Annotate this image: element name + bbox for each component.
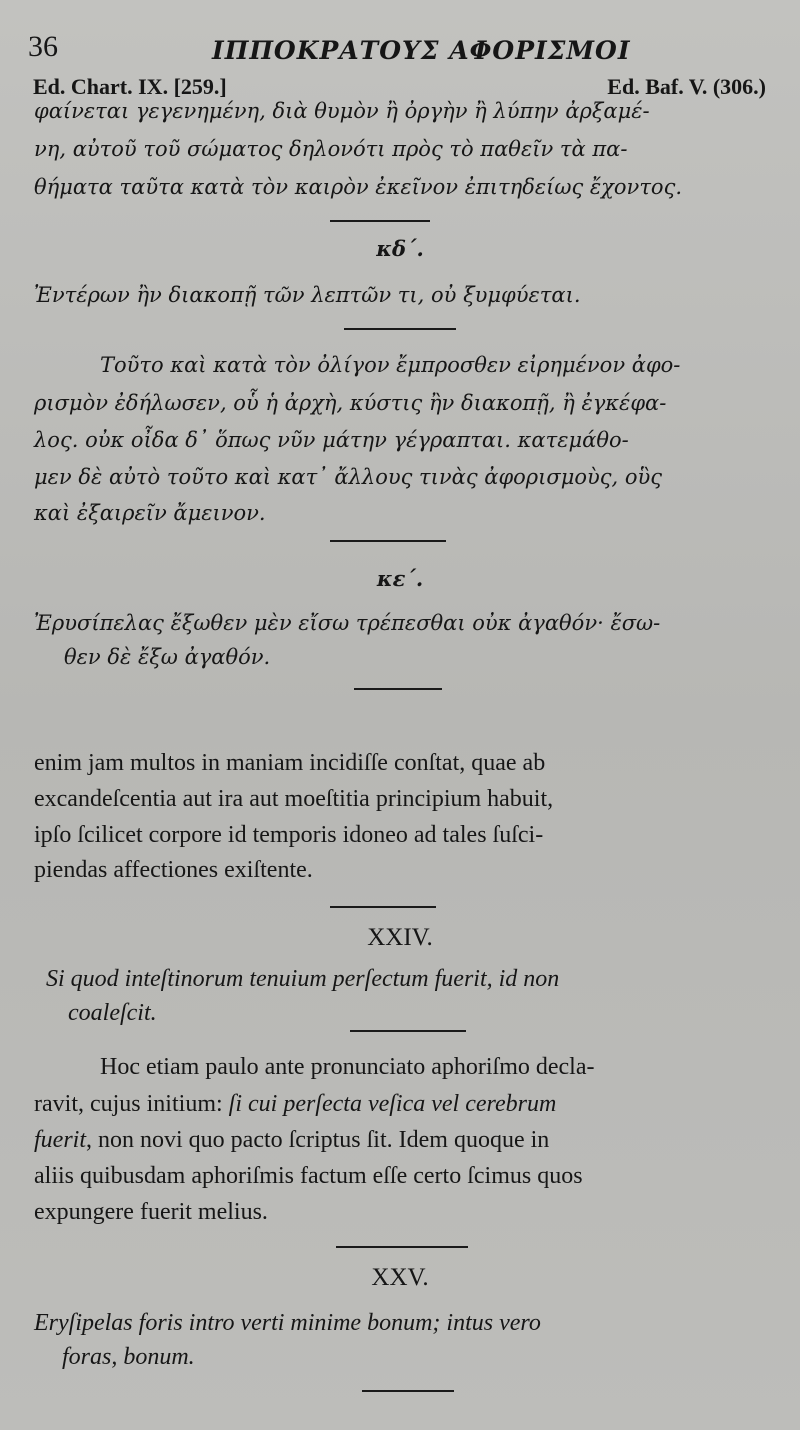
page-number: 36 xyxy=(28,30,58,63)
greek-opening-line: θήματα ταῦτα κατὰ τὸν καιρὸν ἐκεῖνον ἐπιτηδείως ἔχοντος. xyxy=(34,175,683,199)
greek-commentary-line: λος. οὐκ οἶδα δ᾽ ὅπως νῦν μάτην γέγραπται. κατεμάθο- xyxy=(34,428,629,452)
latin-commentary-line xyxy=(34,1123,774,1157)
latin-opening-line: enim jam multos in maniam incidiſſe conſtat, quae ab xyxy=(34,750,546,776)
greek-aphorism-text: θεν δὲ ἔξω ἀγαθόν. xyxy=(64,645,271,669)
greek-aphorism-text: Ἐντέρων ἢν διακοπῇ τῶν λεπτῶν τι, οὐ ξυμφύεται. xyxy=(34,283,581,307)
latin-opening-line: piendas affectiones exiſtente. xyxy=(34,857,313,883)
latin-aphorism-text: foras, bonum. xyxy=(62,1344,195,1370)
greek-aphorism-number: κε΄. xyxy=(376,566,424,591)
greek-commentary-line: καὶ ἐξαιρεῖν ἄμεινον. xyxy=(34,501,266,525)
latin-aphorism-number: XXIV. xyxy=(367,924,433,951)
latin-commentary-quote: ſi cui perſecta veſica vel cerebrum xyxy=(228,1091,557,1117)
edition-ref-right: Ed. Baf. V. (306.) xyxy=(607,74,766,99)
latin-commentary-text: , non novi quo pacto ſcriptus ſit. Idem quoque in xyxy=(86,1127,550,1153)
latin-commentary-line xyxy=(34,1159,774,1193)
section-rule xyxy=(350,1030,466,1032)
greek-aphorism-number: κδ΄. xyxy=(376,236,424,261)
section-rule xyxy=(344,328,456,330)
greek-commentary-line: ρισμὸν ἐδήλωσεν, οὗ ἡ ἀρχὴ, κύστις ἢν διακοπῇ, ἢ ἐγκέφα- xyxy=(34,391,667,415)
latin-commentary-text: aliis quibusdam aphoriſmis factum eſſe certo ſcimus quos xyxy=(34,1163,583,1189)
latin-aphorism-number: XXV. xyxy=(371,1264,429,1291)
greek-commentary-line: μεν δὲ αὐτὸ τοῦτο καὶ κατ᾽ ἄλλους τινὰς ἀφορισμοὺς, οὓς xyxy=(34,465,663,489)
latin-commentary-line xyxy=(34,1195,774,1229)
section-rule xyxy=(354,688,442,690)
section-rule xyxy=(330,540,446,542)
greek-aphorism-text: Ἐρυσίπελας ἔξωθεν μὲν εἴσω τρέπεσθαι οὐκ ἀγαθόν· ἔσω- xyxy=(34,611,661,635)
latin-opening-line: ipſo ſcilicet corpore id temporis idoneo ad tales ſuſci- xyxy=(34,822,544,848)
section-rule xyxy=(362,1390,454,1392)
latin-commentary-line xyxy=(100,1050,800,1084)
greek-commentary-line: Τοῦτο καὶ κατὰ τὸν ὀλίγον ἔμπροσθεν εἰρημένον ἀφο- xyxy=(100,353,681,377)
latin-aphorism-text: Si quod inteſtinorum tenuium perſectum fuerit, id non xyxy=(46,966,560,992)
latin-commentary-text: Hoc etiam paulo ante pronunciato aphoriſmo decla- xyxy=(100,1054,595,1080)
latin-aphorism-text: Eryſipelas foris intro verti minime bonum; intus vero xyxy=(34,1310,541,1336)
latin-opening-line: excandeſcentia aut ira aut moeſtitia principium habuit, xyxy=(34,786,554,812)
section-rule xyxy=(330,906,436,908)
greek-opening-line: φαίνεται γεγενημένη, διὰ θυμὸν ἢ ὀργὴν ἢ λύπην ἀρξαμέ- xyxy=(34,99,650,123)
edition-ref-left: Ed. Chart. IX. [259.] xyxy=(33,74,227,99)
running-title: ΙΠΠΟΚΡΑΤΟΥΣ ΑΦΟΡΙΣΜΟΙ xyxy=(212,36,631,65)
greek-opening-line: νη, αὐτοῦ τοῦ σώματος δηλονότι πρὸς τὸ παθεῖν τὰ πα- xyxy=(34,137,628,161)
latin-aphorism-text: coaleſcit. xyxy=(68,1000,157,1026)
latin-commentary-text: ravit, cujus initium: xyxy=(34,1091,229,1117)
latin-commentary-quote: fuerit xyxy=(34,1127,86,1153)
section-rule xyxy=(336,1246,468,1248)
latin-commentary-line xyxy=(34,1087,774,1121)
latin-commentary-text: expungere fuerit melius. xyxy=(34,1199,268,1225)
section-rule xyxy=(330,220,430,222)
